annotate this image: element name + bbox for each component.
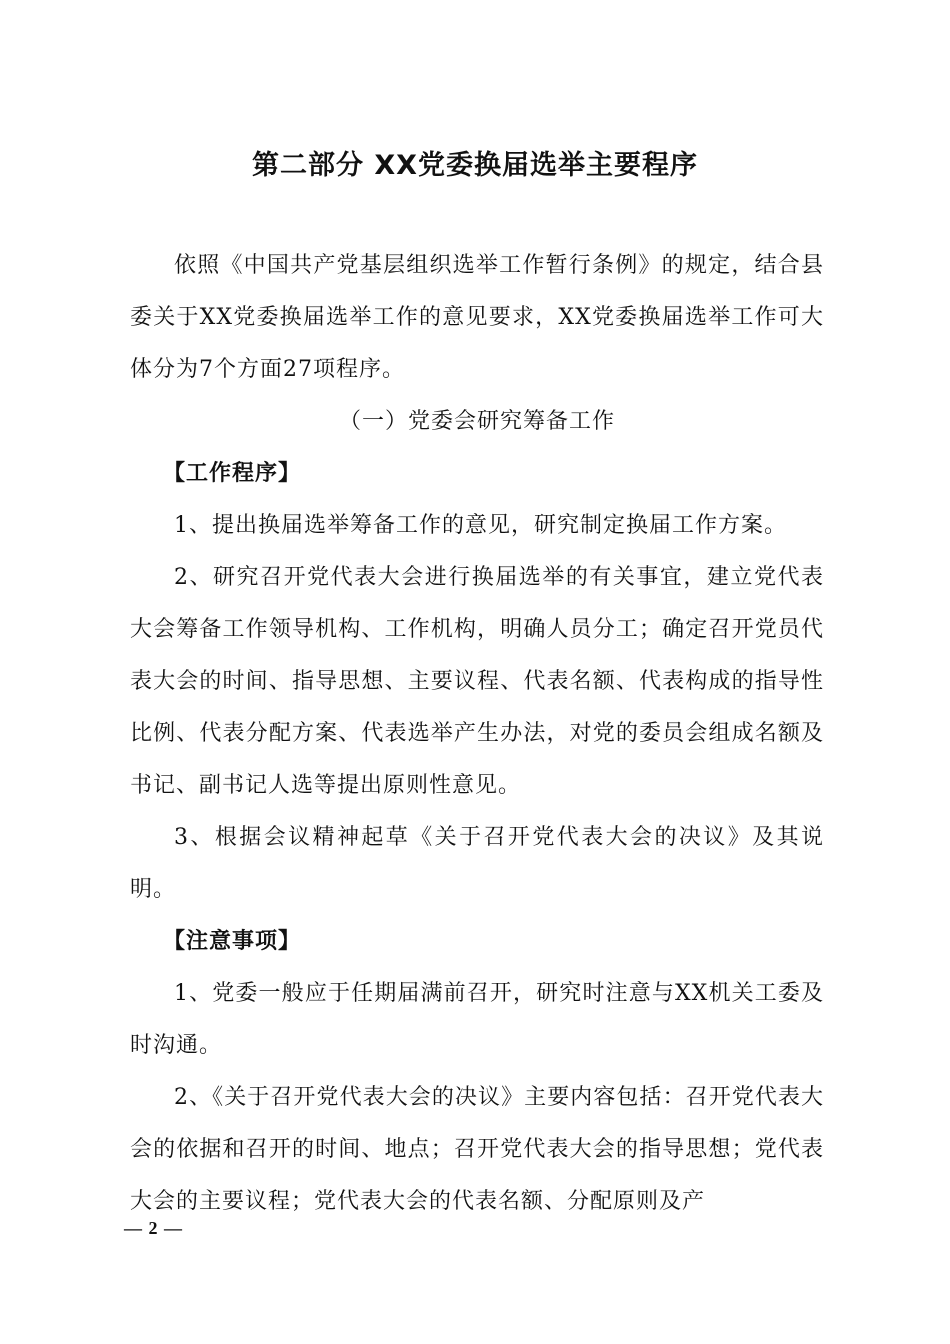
notes-item: 2、《关于召开党代表大会的决议》主要内容包括：召开党代表大会的依据和召开的时间、地点；召开党代表大会的指导思想；党代表大会的主要议程；党代表大会的代表名额、分配原则及产	[130, 1085, 824, 1214]
work-procedure-item: 2、研究召开党代表大会进行换届选举的有关事宜，建立党代表大会筹备工作领导机构、工作机构，明确人员分工；确定召开党员代表大会的时间、指导思想、主要议程、代表名额、代表构成的指导性比例、代表分配方案、代表选举产生办法，对党的委员会组成名额及书记、副书记人选等提出原则性意见。	[130, 565, 824, 798]
intro-paragraph: 依照《中国共产党基层组织选举工作暂行条例》的规定，结合县委关于XX党委换届选举工作的意见要求，XX党委换届选举工作可大体分为7个方面27项程序。	[130, 253, 824, 382]
notes-item: 1、党委一般应于任期届满前召开，研究时注意与XX机关工委及时沟通。	[130, 981, 824, 1058]
document-body	[130, 240, 824, 1228]
work-procedure-heading: 【工作程序】	[163, 461, 302, 486]
page-title: 第二部分 XX党委换届选举主要程序	[251, 150, 699, 181]
notes-heading: 【注意事项】	[163, 929, 302, 954]
page-number: — 2 —	[124, 1218, 183, 1238]
section-heading: （一）党委会研究筹备工作	[338, 409, 615, 434]
work-procedure-item: 3、根据会议精神起草《关于召开党代表大会的决议》及其说明。	[130, 825, 824, 902]
work-procedure-item: 1、提出换届选举筹备工作的意见，研究制定换届工作方案。	[174, 513, 787, 538]
